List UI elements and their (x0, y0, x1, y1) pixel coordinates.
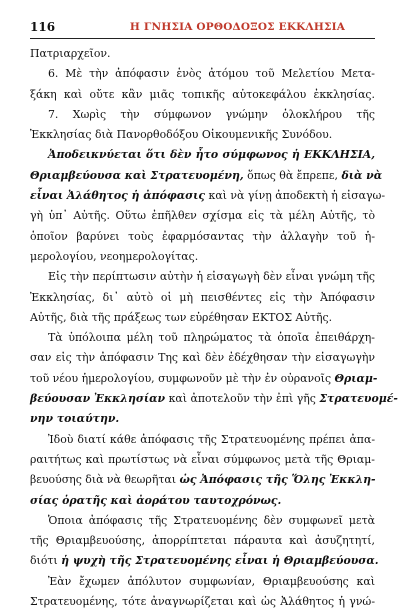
text-line (30, 389, 398, 409)
page-number: 116 (30, 20, 56, 34)
text-line (30, 64, 375, 84)
text-segment: βευούσης διὰ νὰ θεωρῆται (30, 473, 180, 487)
text-segment: τῆς Θριαμβευούσης, ἀπορρίπτεται πάραυτα καὶ ἀσυζητητί, (30, 534, 375, 548)
text-segment: 7. Χωρὶς τὴν σύμφωνον γνώμην ὁλοκλήρου τῆς (48, 107, 375, 121)
text-line (30, 470, 375, 490)
text-line (30, 227, 375, 247)
running-title: Η ΓΝΗΣΙΑ ΟΡΘΟΔΟΞΟΣ ΕΚΚΛΗΣΙΑ (129, 21, 346, 33)
text-segment: Ἰδοὺ διατί κάθε ἀπόφασις τῆς Στρατευομένης πρέπει ἀπα- (48, 432, 375, 446)
text-line (30, 288, 375, 308)
text-line (30, 450, 375, 470)
text-segment: τοῦ νέου ἡμερολογίου, συμφωνοῦν μὲ τὴν ἐν οὐρανοῖς (30, 371, 335, 385)
text-line (30, 206, 375, 226)
text-segment: γὴ ὑπ᾿ Αὐτῆς. Οὕτω ἐπῆλθεν σχίσμα εἰς τὰ μέλη Αὐτῆς, τὸ (30, 209, 375, 223)
text-segment: 6. Μὲ τὴν ἀπόφασιν ἑνὸς ἀτόμου τοῦ Μελετίου Μετα- (48, 67, 375, 81)
text-line (30, 572, 375, 592)
text-line (30, 44, 375, 64)
text-segment: Στρατευομένης, τότε ἀναγνωρίζεται καὶ ὡς Ἀλάθητος ἡ γνώ- (30, 595, 375, 609)
emphasis-text: βεύουσαν Ἐκκλησίαν (30, 392, 166, 406)
emphasis-text: σίας ὁρατῆς καὶ ἀοράτου ταυτοχρόνως. (30, 493, 282, 507)
emphasis-text: εἶναι Ἀλάθητος ἡ ἀπόφασις (30, 189, 206, 203)
text-segment: Ἐκκλησίας διὰ Πανορθοδόξου Οἰκουμενικῆς Συνόδου. (30, 128, 333, 142)
text-line (30, 85, 375, 105)
emphasis-text: Στρατευομέ- (319, 392, 398, 406)
text-segment: ὁποῖον βαρύνει τοὺς ἐφαρμόσαντας τὴν ἀλλαγὴν τοῦ ἡ- (30, 229, 375, 243)
text-line (30, 105, 375, 125)
text-line (30, 511, 375, 531)
page-header (30, 18, 375, 39)
text-segment: ραιτήτως καὶ πρωτίστως νὰ εἶναι σύμφωνος μετὰ τῆς Θριαμ- (30, 452, 375, 466)
text-line (30, 430, 375, 450)
emphasis-text: διὰ νὰ (341, 168, 383, 182)
text-segment: σαν εἰς τὴν ἀπόφασιν Της καὶ δὲν ἐδέχθησαν τὴν εἰσαγωγὴν (30, 351, 375, 365)
text-segment: Πατριαρχεῖον. (30, 47, 111, 60)
text-segment: ξάκη καὶ οὔτε κἂν μιᾶς τοπικῆς αὐτοκεφάλου ἐκκλησίας. (30, 87, 375, 101)
text-line (30, 267, 375, 287)
emphasis-text: νην τοιαύτην. (30, 412, 120, 426)
text-segment: Ἐὰν ἔχωμεν ἀπόλυτον συμφωνίαν, Θριαμβευούσης καὶ (48, 574, 375, 588)
text-line (30, 491, 375, 511)
text-line (30, 125, 375, 145)
text-segment: Ἐκκλησίας, δι᾿ αὐτὸ οἱ μὴ πεισθέντες εἰς τὴν Ἀπόφασιν (30, 290, 375, 304)
emphasis-text: ὡς Ἀπόφασις τῆς Ὅλης Ἐκκλη- (179, 473, 376, 487)
text-line (30, 247, 375, 267)
text-segment: Αὐτῆς, διὰ τῆς πράξεως των εὑρέθησαν ΕΚΤΟΣ Αὐτῆς. (30, 310, 333, 324)
text-segment: διότι (30, 554, 62, 568)
text-segment: καὶ νὰ γίνῃ ἀποδεκτὴ ἡ εἰσαγω- (205, 189, 386, 203)
text-line (30, 145, 375, 165)
text-line (30, 592, 375, 612)
text-segment: Τὰ ὑπόλοιπα μέλη τοῦ πληρώματος τὰ ὁποῖα ἐπειθάρχη- (48, 331, 375, 345)
text-line (30, 551, 379, 571)
text-segment: Ὁποια ἀπόφασις τῆς Στρατευομένης δὲν συμφωνεῖ μετὰ (48, 513, 375, 527)
text-segment: Εἰς τὴν περίπτωσιν αὐτὴν ἡ εἰσαγωγὴ δὲν εἶναι γνώμη τῆς (48, 270, 375, 284)
text-line (30, 531, 375, 551)
text-line (30, 308, 375, 328)
text-line (30, 409, 375, 429)
text-line (30, 348, 375, 368)
emphasis-text: Ἀποδεικνύεται ὅτι δὲν ἦτο σύμφωνος ἡ ΕΚΚΛΗΣΙΑ, (48, 148, 375, 162)
text-segment: ὅπως θὰ ἔπρεπε, (243, 168, 342, 182)
text-line (30, 166, 383, 186)
text-line (30, 186, 386, 206)
emphasis-text: Θριαμβεύουσα καὶ Στρατευομένη, (30, 168, 244, 182)
text-segment: μερολογίου, νεοημερολογίτας. (30, 249, 199, 263)
body-text (30, 44, 398, 612)
text-segment: καὶ ἀποτελοῦν τὴν ἐπὶ γῆς (165, 392, 320, 406)
text-line (30, 328, 375, 348)
text-line (30, 369, 378, 389)
emphasis-text: Θριαμ- (334, 371, 378, 385)
emphasis-text: ἡ ψυχὴ τῆς Στρατευομένης εἶναι ἡ Θριαμβεύουσα. (61, 554, 379, 568)
